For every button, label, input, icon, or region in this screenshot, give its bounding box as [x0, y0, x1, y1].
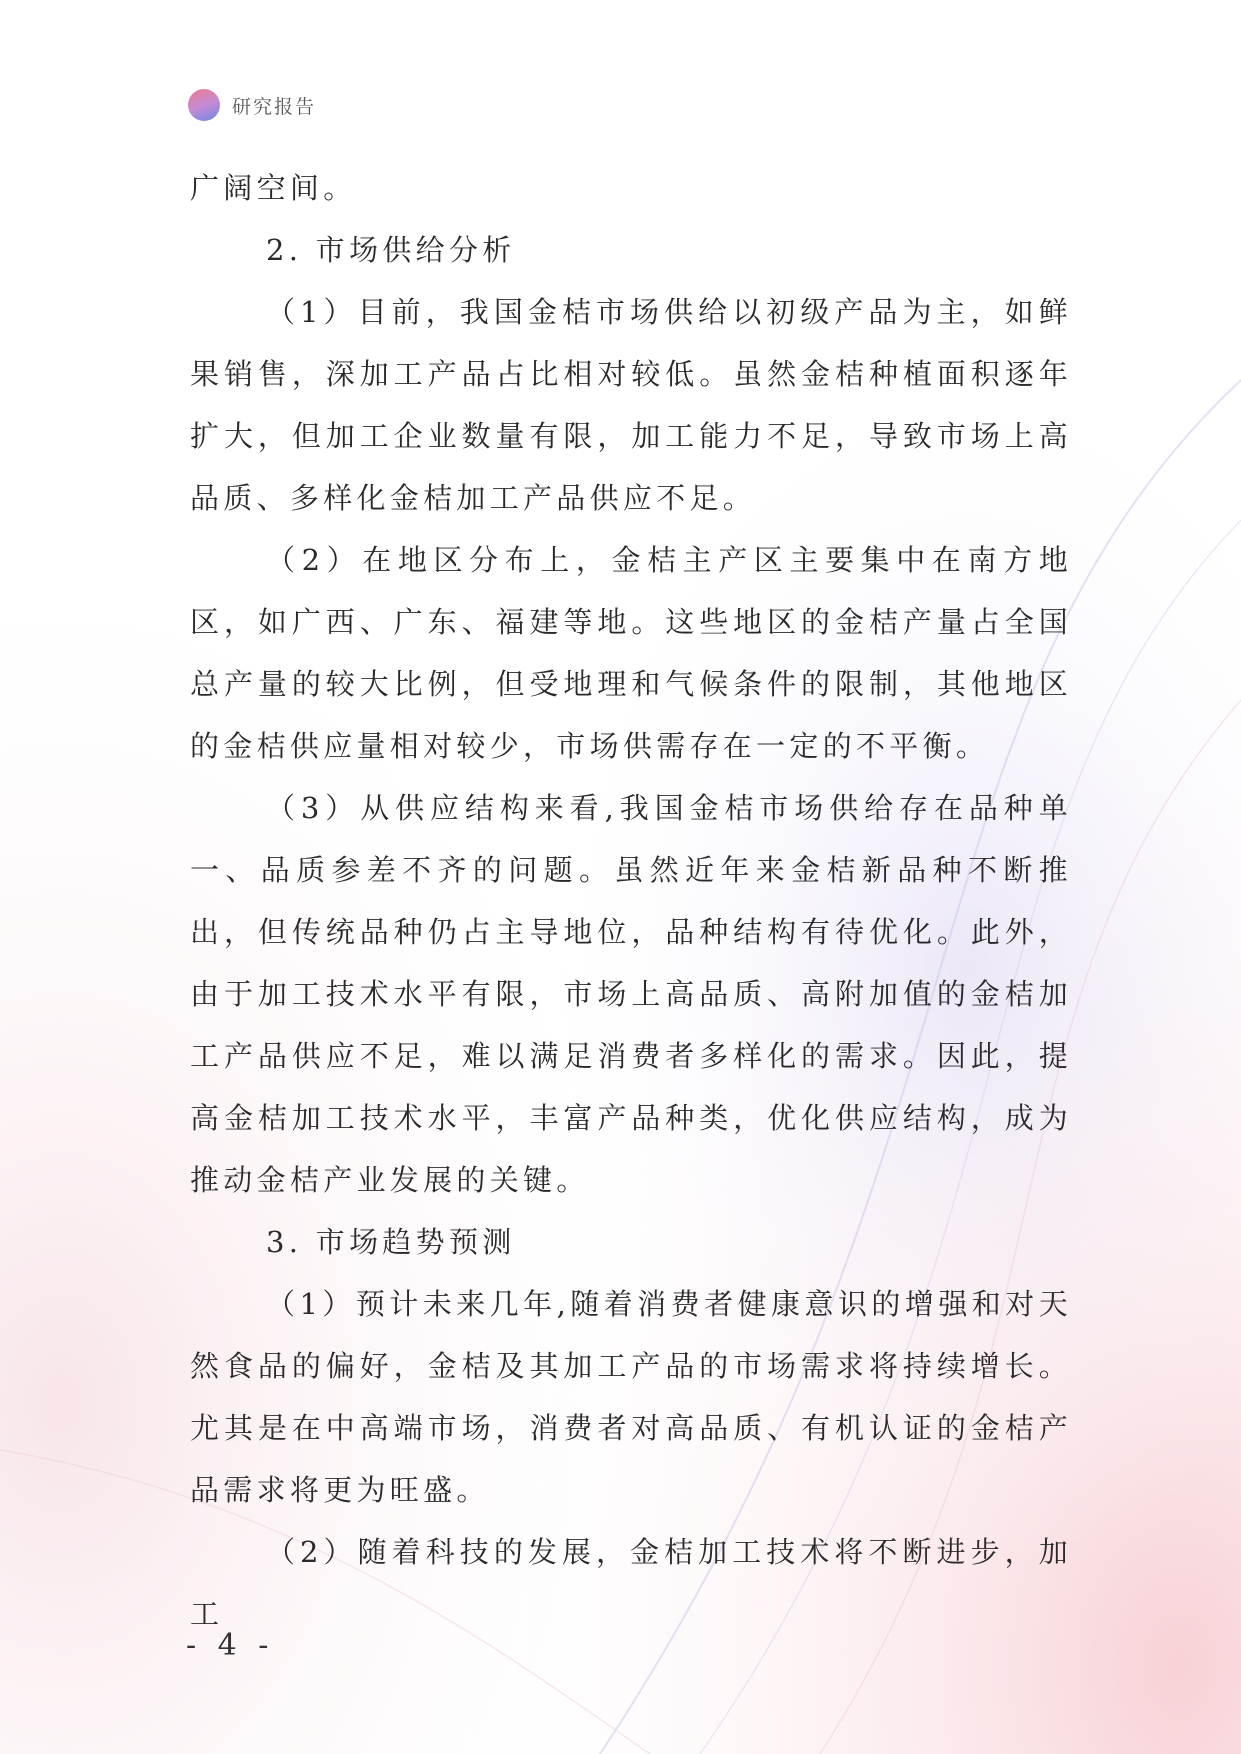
paragraph: （1）预计未来几年,随着消费者健康意识的增强和对天然食品的偏好，金桔及其加工产品的市场需求将持续增长。尤其是在中高端市场，消费者对高品质、有机认证的金桔产品需求将更为旺盛。 — [190, 1287, 1072, 1507]
section-heading: 2. 市场供给分析 — [266, 233, 516, 267]
report-header — [188, 88, 316, 122]
paragraph: 广阔空间。 — [190, 171, 357, 205]
header-title: 研究报告 — [232, 95, 317, 118]
section-heading: 3. 市场趋势预测 — [266, 1225, 516, 1259]
paragraph: （1）目前，我国金桔市场供给以初级产品为主，如鲜果销售，深加工产品占比相对较低。虽然金桔种植面积逐年扩大，但加工企业数量有限，加工能力不足，导致市场上高品质、多样化金桔加工产品供应不足。 — [190, 295, 1072, 515]
paragraph: （3）从供应结构来看,我国金桔市场供给存在品种单一、品质参差不齐的问题。虽然近年来金桔新品种不断推出，但传统品种仍占主导地位，品种结构有待优化。此外，由于加工技术水平有限，市场上高品质、高附加值的金桔加工产品供应不足，难以满足消费者多样化的需求。因此，提高金桔加工技术水平，丰富产品种类，优化供应结构，成为推动金桔产业发展的关键。 — [190, 791, 1072, 1197]
page-number: - 4 - — [186, 1628, 275, 1663]
logo-icon — [188, 89, 220, 121]
body-text — [190, 157, 1072, 1645]
paragraph: （2）随着科技的发展，金桔加工技术将不断进步，加工 — [190, 1535, 1072, 1631]
paragraph: （2）在地区分布上，金桔主产区主要集中在南方地区，如广西、广东、福建等地。这些地区的金桔产量占全国总产量的较大比例，但受地理和气候条件的限制，其他地区的金桔供应量相对较少，市场供需存在一定的不平衡。 — [190, 543, 1072, 763]
